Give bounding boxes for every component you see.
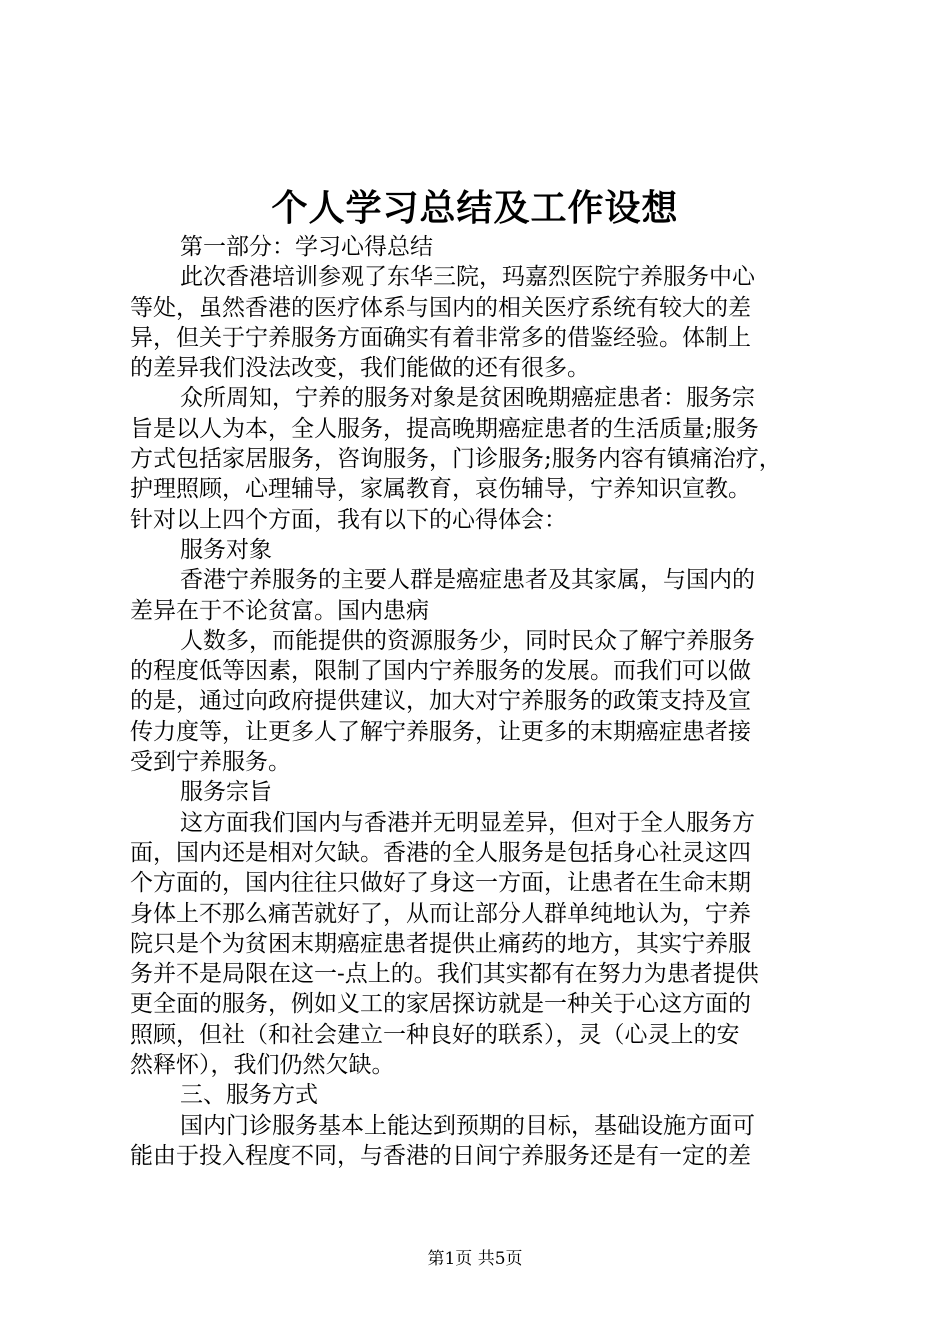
paragraph-line: 人数多，而能提供的资源服务少，同时民众了解宁养服务 [180,627,755,654]
paragraph-line: 传力度等，让更多人了解宁养服务，让更多的末期癌症患者接 [130,718,751,745]
paragraph-line: 照顾，但社（和社会建立一种良好的联系），灵（心灵上的安 [130,1021,740,1048]
paragraph-line: 能由于投入程度不同，与香港的日间宁养服务还是有一定的差 [130,1142,751,1169]
document-title: 个人学习总结及工作设想 [271,187,679,229]
paragraph-line: 更全面的服务，例如义工的家居探访就是一种关于心这方面的 [130,991,751,1018]
paragraph-line: 众所周知，宁养的服务对象是贫困晚期癌症患者：服务宗 [180,385,755,412]
section-heading: 第一部分：学习心得总结 [180,234,433,260]
paragraph-line: 护理照顾，心理辅导，家属教育，哀伤辅导，宁养知识宣教。 [130,476,751,503]
paragraph-line: 的差异我们没法改变，我们能做的还有很多。 [130,355,590,382]
paragraph-line: 然释怀），我们仍然欠缺。 [130,1052,395,1079]
section-heading: 服务宗旨 [180,779,272,806]
paragraph-line: 香港宁养服务的主要人群是癌症患者及其家属，与国内的 [180,567,755,594]
paragraph-line: 务并不是局限在这一-点上的。我们其实都有在努力为患者提供 [130,961,759,988]
page-footer: 第1页 共5页 [427,1249,523,1269]
paragraph-line: 针对以上四个方面，我有以下的心得体会： [130,506,567,533]
paragraph-line: 旨是以人为本，全人服务，提高晚期癌症患者的生活质量;服务 [130,415,759,442]
paragraph-line: 国内门诊服务基本上能达到预期的目标，基础设施方面可 [180,1112,755,1139]
section-heading: 三、服务方式 [180,1082,318,1109]
paragraph-line: 个方面的，国内往往只做好了身这一方面，让患者在生命末期 [130,870,751,897]
paragraph-line: 院只是个为贫困末期癌症患者提供止痛药的地方，其实宁养服 [130,930,751,957]
paragraph-line: 身体上不那么痛苦就好了，从而让部分人群单纯地认为，宁养 [130,900,751,927]
paragraph-line: 方式包括家居服务，咨询服务，门诊服务;服务内容有镇痛治疗， [130,446,782,473]
paragraph-line: 等处，虽然香港的医疗体系与国内的相关医疗系统有较大的差 [130,294,751,321]
paragraph-line: 的程度低等因素，限制了国内宁养服务的发展。而我们可以做 [130,658,751,685]
paragraph-line: 这方面我们国内与香港并无明显差异，但对于全人服务方 [180,809,755,836]
paragraph-line: 此次香港培训参观了东华三院，玛嘉烈医院宁养服务中心 [180,264,755,291]
paragraph-line: 差异在于不论贫富。国内患病 [130,597,429,624]
paragraph-line: 异，但关于宁养服务方面确实有着非常多的借鉴经验。体制上 [130,324,751,351]
section-heading: 服务对象 [180,536,272,563]
paragraph-line: 面，国内还是相对欠缺。香港的全人服务是包括身心社灵这四 [130,839,751,866]
paragraph-line: 的是，通过向政府提供建议，加大对宁养服务的政策支持及宣 [130,688,751,715]
paragraph-line: 受到宁养服务。 [130,749,291,776]
document-body [130,232,832,1171]
